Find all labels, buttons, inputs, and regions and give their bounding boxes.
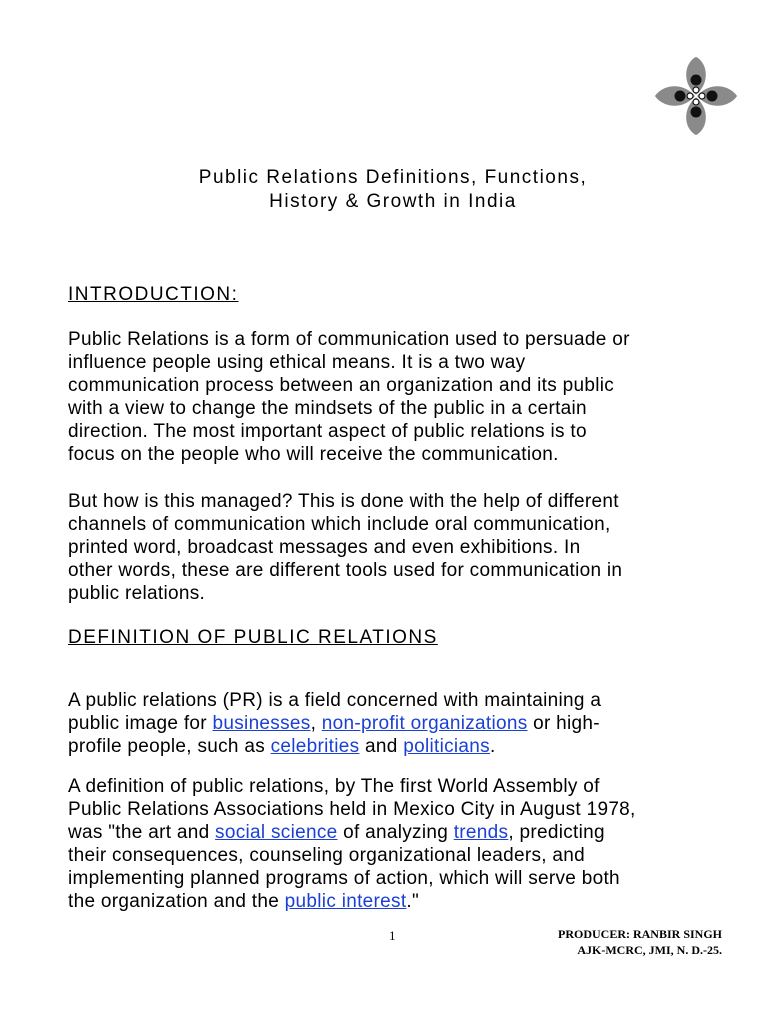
title-line-2: History & Growth in India xyxy=(269,191,517,212)
text-line: channels of communication which include oral communication, xyxy=(68,514,611,535)
page-number: 1 xyxy=(389,928,396,943)
definition-paragraph-2 xyxy=(68,775,728,913)
text-fragment: profile people, such as xyxy=(68,736,271,757)
text-line xyxy=(68,821,728,844)
producer-line-1: PRODUCER: RANBIR SINGH xyxy=(557,927,722,941)
text-fragment: and xyxy=(359,736,404,757)
definition-paragraph-1 xyxy=(68,689,728,758)
text-fragment: the organization and the xyxy=(68,891,285,912)
text-line: direction. The most important aspect of public relations is to xyxy=(68,421,587,442)
title-line-1: Public Relations Definitions, Functions, xyxy=(198,167,588,188)
producer-line-2: AJK-MCRC, JMI, N. D.-25. xyxy=(577,943,722,957)
text-line: A public relations (PR) is a field concerned with maintaining a xyxy=(68,690,602,711)
introduction-paragraph-2 xyxy=(68,490,728,605)
text-fragment: , predicting xyxy=(508,822,605,843)
text-line xyxy=(68,735,728,758)
text-line: implementing planned programs of action, which will serve both xyxy=(68,868,620,889)
text-line: Public Relations is a form of communication used to persuade or xyxy=(68,329,630,350)
politicians-link[interactable]: politicians xyxy=(403,736,490,757)
text-line xyxy=(68,712,728,735)
text-line: focus on the people who will receive the communication. xyxy=(68,444,559,465)
text-fragment: of analyzing xyxy=(337,822,454,843)
text-fragment: , xyxy=(310,713,322,734)
text-line: public relations. xyxy=(68,583,206,604)
producer-credit xyxy=(558,926,722,958)
non-profit-organizations-link[interactable]: non-profit organizations xyxy=(321,713,528,734)
text-line: But how is this managed? This is done with the help of different xyxy=(68,491,619,512)
text-line: their consequences, counseling organizational leaders, and xyxy=(68,845,586,866)
introduction-heading: INTRODUCTION: xyxy=(68,284,239,305)
businesses-link[interactable]: businesses xyxy=(212,713,311,734)
document-title xyxy=(0,166,768,214)
text-line: Public Relations Associations held in Mexico City in August 1978, xyxy=(68,799,636,820)
celebrities-link[interactable]: celebrities xyxy=(270,736,360,757)
introduction-paragraph-1 xyxy=(68,328,728,466)
text-line: other words, these are different tools used for communication in xyxy=(68,560,623,581)
public-interest-link[interactable]: public interest xyxy=(284,891,407,912)
text-fragment: was "the art and xyxy=(68,822,216,843)
text-fragment: or high- xyxy=(527,713,600,734)
social-science-link[interactable]: social science xyxy=(215,822,338,843)
text-line: communication process between an organization and its public xyxy=(68,375,615,396)
text-line: with a view to change the mindsets of the public in a certain xyxy=(68,398,587,419)
trends-link[interactable]: trends xyxy=(453,822,509,843)
text-line: A definition of public relations, by The first World Assembly of xyxy=(68,776,600,797)
four-petal-flower-logo-icon xyxy=(650,52,742,140)
text-line xyxy=(68,890,728,913)
text-fragment: public image for xyxy=(68,713,213,734)
definition-heading: DEFINITION OF PUBLIC RELATIONS xyxy=(68,627,438,648)
text-line: printed word, broadcast messages and even exhibitions. In xyxy=(68,537,581,558)
text-fragment: ." xyxy=(406,891,420,912)
text-fragment: . xyxy=(489,736,496,757)
text-line: influence people using ethical means. It is a two way xyxy=(68,352,526,373)
